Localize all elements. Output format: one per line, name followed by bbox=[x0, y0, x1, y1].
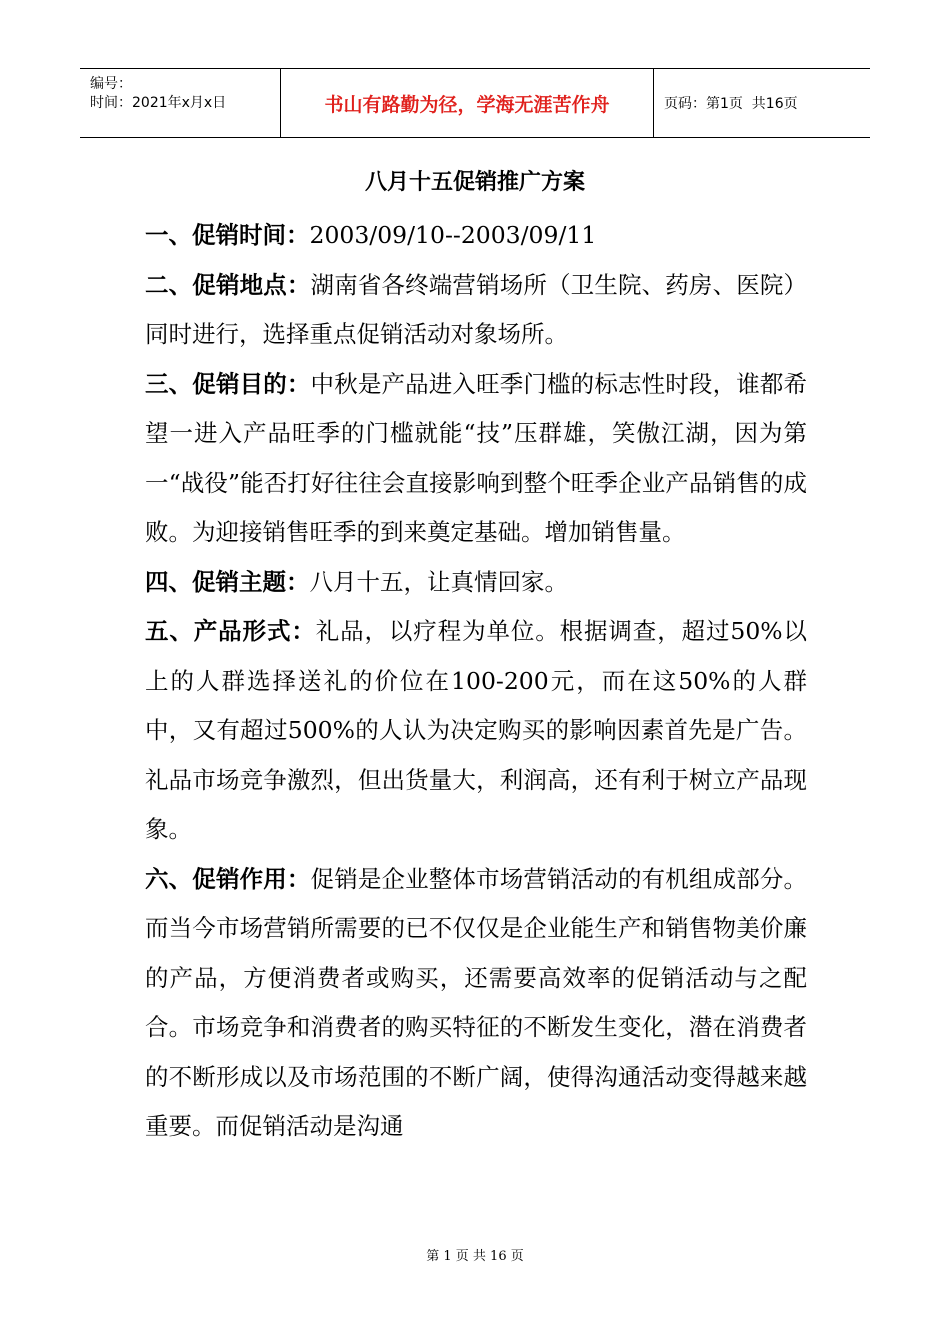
section-label: 一、促销时间： bbox=[145, 221, 310, 249]
section-label: 六、促销作用： bbox=[145, 864, 311, 893]
section-product-form bbox=[145, 607, 807, 855]
motto-text: 书山有路勤为径，学海无涯苦作舟 bbox=[324, 93, 610, 116]
section-purpose bbox=[145, 360, 807, 558]
page-info-text: 页码：第1页 共16页 bbox=[664, 96, 798, 112]
page-footer: 第 1 页 共 16 页 bbox=[426, 1249, 524, 1264]
document-body bbox=[145, 211, 807, 1152]
section-location bbox=[145, 261, 807, 360]
section-label: 五、产品形式： bbox=[145, 617, 316, 645]
section-text: 礼品，以疗程为单位。根据调查，超过50%以上的人群选择送礼的价位在100-200元，而在这50%的人群中，又有超过500%的人认为决定购买的影响因素首先是广告。礼品市场竞争激烈，但出货量大，利润高，还有利于树立产品现象。 bbox=[145, 617, 807, 843]
section-text: 促销是企业整体市场营销活动的有机组成部分。而当今市场营销所需要的已不仅仅是企业能生产和销售物美价廉的产品，方便消费者或购买，还需要高效率的促销活动与之配合。市场竞争和消费者的购买特征的不断发生变化，潜在消费者的不断形成以及市场范围的不断广阔，使得沟通活动变得越来越重要。而促销活动是沟通 bbox=[145, 864, 808, 1140]
section-text: 湖南省各终端营销场所（卫生院、药房、医院）同时进行，选择重点促销活动对象场所。 bbox=[145, 270, 808, 348]
section-text: 八月十五，让真情回家。 bbox=[309, 567, 568, 596]
section-text: 中秋是产品进入旺季门槛的标志性时段，谁都希望一进入产品旺季的门槛就能“技”压群雄，笑傲江湖，因为第一“战役”能否打好往往会直接影响到整个旺季企业产品销售的成败。为迎接销售旺季的到来奠定基础。增加销售量。 bbox=[145, 369, 808, 546]
section-text: 2003/09/10--2003/09/11 bbox=[309, 221, 597, 249]
header-meta bbox=[80, 69, 281, 137]
section-time bbox=[145, 211, 807, 261]
section-label: 二、促销地点： bbox=[145, 270, 311, 299]
number-label: 编号： bbox=[90, 76, 132, 92]
header-motto bbox=[281, 69, 654, 137]
page-header bbox=[80, 68, 870, 138]
header-page-info bbox=[654, 69, 870, 137]
time-label: 时间：2021年x月x日 bbox=[90, 95, 227, 111]
section-label: 四、促销主题： bbox=[145, 567, 310, 596]
document-title: 八月十五促销推广方案 bbox=[364, 170, 585, 195]
section-theme bbox=[145, 558, 807, 608]
section-effect bbox=[145, 855, 807, 1152]
section-label: 三、促销目的： bbox=[145, 369, 311, 398]
